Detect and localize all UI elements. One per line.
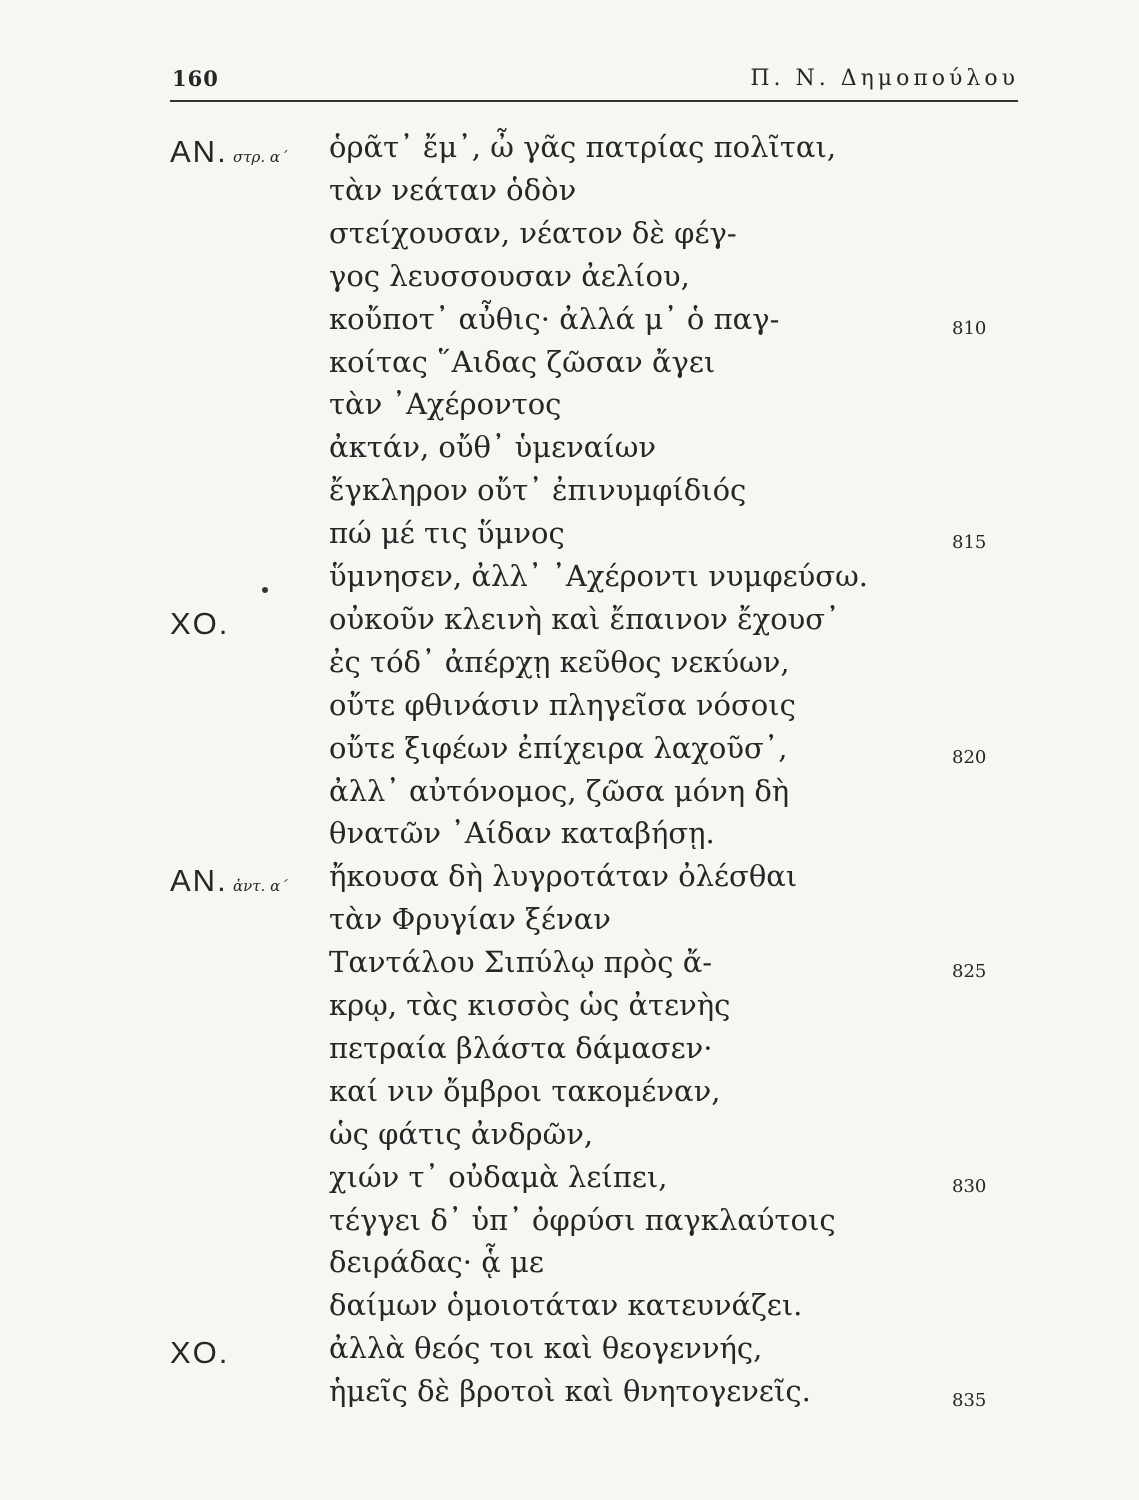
line-number: 835 — [952, 1390, 987, 1412]
verse-text: οὔτε φθινάσιν πληγεῖσα νόσοις — [329, 687, 796, 722]
verse-line — [0, 1374, 1139, 1434]
line-number: 820 — [952, 746, 987, 768]
stray-dot — [262, 587, 268, 593]
line-number: 830 — [952, 1175, 987, 1197]
page-number: 160 — [172, 66, 219, 91]
line-number: 810 — [952, 317, 987, 339]
verse-text: πετραία βλάστα δάμασεν· — [329, 1030, 713, 1065]
verse-text: ἀκτάν, οὔθ᾽ ὑμεναίων — [329, 430, 657, 465]
verse-text: δειράδας· ᾇ με — [329, 1245, 544, 1280]
strophe-marker: ἀντ. α΄ — [233, 877, 288, 896]
verse-text: δαίμων ὁμοιοτάταν κατευνάζει. — [329, 1288, 803, 1323]
verse-text: κοὔποτ᾽ αὖθις· ἀλλά μ᾽ ὁ παγ- — [329, 301, 780, 336]
verse-text: ὁρᾶτ᾽ ἔμ᾽, ὦ γᾶς πατρίας πολῖται, — [329, 130, 837, 164]
speaker-label: ΑΝ. — [170, 863, 228, 899]
speaker-label: ΑΝ. — [170, 134, 228, 169]
speaker-label: ΧΟ. — [170, 605, 230, 641]
verse-text: στείχουσαν, νέατον δὲ φέγ- — [329, 215, 737, 250]
verse-text: οὐκοῦν κλεινὴ καὶ ἔπαινον ἔχουσ᾽ — [329, 601, 840, 636]
verse-text: τέγγει δ᾽ ὑπ᾽ ὀφρύσι παγκλαύτοις — [329, 1202, 836, 1237]
verse-text: οὔτε ξιφέων ἐπίχειρα λαχοῦσ᾽, — [329, 730, 788, 765]
verse-text: κοίτας ῞Αιδας ζῶσαν ἄγει — [329, 344, 716, 379]
strophe-marker: στρ. α΄ — [233, 148, 288, 166]
verse-text: ἤκουσα δὴ λυγροτάταν ὀλέσθαι — [329, 859, 798, 894]
speaker-label: ΧΟ. — [170, 1335, 230, 1371]
verse-text: χιών τ᾽ οὐδαμὰ λείπει, — [329, 1159, 668, 1194]
line-number: 815 — [952, 532, 987, 554]
verse-text: ἀλλὰ θεός τοι καὶ θεογεννής, — [329, 1331, 763, 1366]
verse-text: ἡμεῖς δὲ βροτοὶ καὶ θνητογενεῖς. — [329, 1374, 811, 1409]
verse-text: Ταντάλου Σιπύλῳ πρὸς ἄ- — [329, 945, 713, 980]
verse-text: τὰν ᾽Αχέροντος — [329, 387, 562, 422]
line-number: 825 — [952, 961, 987, 983]
verse-text: τὰν Φρυγίαν ξέναν — [329, 902, 611, 937]
verse-text: γος λευσσουσαν ἀελίου, — [329, 258, 690, 293]
verse-text: ἔγκληρον οὔτ᾽ ἐπινυμφίδιός — [329, 473, 747, 508]
verse-text: ἐς τόδ᾽ ἀπέρχῃ κεῦθος νεκύων, — [329, 644, 790, 679]
verse-text: ἀλλ᾽ αὐτόνομος, ζῶσα μόνη δὴ — [329, 773, 790, 808]
verse-text: πώ μέ τις ὕμνος — [329, 516, 565, 551]
verse-text: ὕμνησεν, ἀλλ᾽ ᾽Αχέροντι νυμφεύσω. — [329, 559, 868, 593]
verse-text: καί νιν ὄμβροι τακομέναν, — [329, 1073, 721, 1108]
header-rule — [170, 100, 1018, 102]
verse-text: ὡς φάτις ἀνδρῶν, — [329, 1116, 594, 1151]
running-title: Π. Ν. Δημοπούλου — [750, 66, 1019, 91]
verse-text: θνατῶν ᾽Αίδαν καταβήσῃ. — [329, 816, 715, 851]
verse-text: τὰν νεάταν ὁδὸν — [329, 172, 577, 207]
verse-text: κρῳ, τὰς κισσὸς ὡς ἀτενὴς — [329, 988, 731, 1022]
